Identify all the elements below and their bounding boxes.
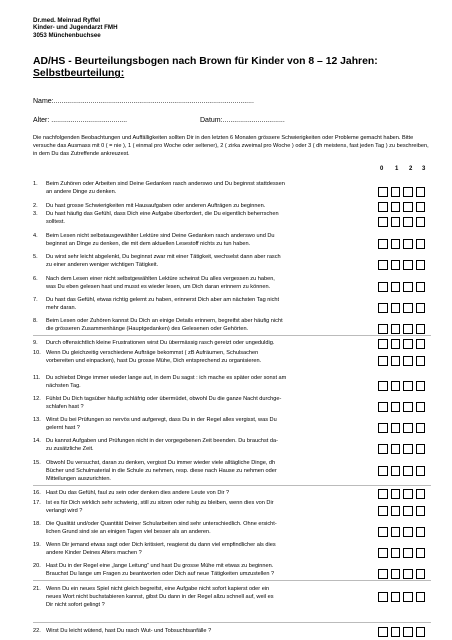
- scale-2: 2: [409, 166, 413, 172]
- question-text: [33, 417, 363, 425]
- question-line: Du hast grosse Schwierigkeiten mit Hausaufgaben oder anderen Aufträgen zu beginnen.: [46, 203, 266, 209]
- section-divider: [33, 580, 431, 581]
- question-line: verlangt wird ?: [46, 507, 83, 514]
- answer-checkbox-1[interactable]: [391, 282, 401, 292]
- answer-checkbox-3[interactable]: [416, 217, 426, 227]
- section-divider: [33, 485, 431, 486]
- answer-checkbox-0[interactable]: [378, 356, 388, 366]
- question-line: Wenn Du gleichzeitig verschiedene Aufträge bekommst ( zB Aufräumen, Schulsachen: [46, 350, 259, 356]
- question-line: Dir nicht sofort gelingt ?: [46, 601, 105, 608]
- answer-checkbox-group: [378, 423, 425, 433]
- page-title: [33, 56, 433, 81]
- answer-checkbox-0[interactable]: [378, 239, 388, 249]
- answer-checkbox-2[interactable]: [403, 381, 413, 391]
- answer-checkbox-1[interactable]: [391, 527, 401, 537]
- answer-checkbox-0[interactable]: [378, 592, 388, 602]
- question-item: [33, 542, 363, 558]
- answer-checkbox-1[interactable]: [391, 627, 401, 637]
- question-line: Obwohl Du versuchst, daran zu denken, vergisst Du immer wieder viele alltägliche Dinge, dh: [46, 460, 276, 466]
- answer-checkbox-1[interactable]: [391, 466, 401, 476]
- question-number: 20.: [33, 563, 41, 569]
- answer-checkbox-0[interactable]: [378, 506, 388, 516]
- answer-checkbox-3[interactable]: [416, 402, 426, 412]
- answer-checkbox-group: [378, 548, 425, 558]
- question-item: [33, 375, 363, 391]
- answer-checkbox-0[interactable]: [378, 339, 388, 349]
- answer-checkbox-1[interactable]: [391, 381, 401, 391]
- section-divider: [33, 335, 431, 336]
- question-item: [33, 340, 363, 348]
- answer-checkbox-3[interactable]: [416, 324, 426, 334]
- answer-checkbox-group: [378, 506, 425, 516]
- question-text: [33, 563, 363, 571]
- answer-checkbox-3[interactable]: [416, 381, 426, 391]
- question-text: [33, 254, 363, 262]
- answer-checkbox-2[interactable]: [403, 506, 413, 516]
- answer-checkbox-0[interactable]: [378, 282, 388, 292]
- question-item: [33, 254, 363, 270]
- question-line: Wirst Du bei Prüfungen so nervös und aufgeregt, dass Du in der Regel alles vergisst, was Du: [46, 417, 277, 423]
- title-line-1: AD/HS - Beurteilungsbogen nach Brown für Kinder von 8 – 12 Jahren:: [33, 56, 378, 67]
- answer-checkbox-2[interactable]: [403, 239, 413, 249]
- question-line: Du wirst sehr leicht abgelenkt, Du beginnst zwar mit einer Tätigkeit, wechselst dann aber rasch: [46, 254, 281, 260]
- question-line: Wenn Dir jemand etwas sagt oder Dich kritisiert, reagierst du dann viel empfindlicher als dies: [46, 542, 276, 548]
- question-line: Wirst Du leicht wütend, hast Du rasch Wut- und Tobsuchtsanfälle ?: [46, 628, 212, 634]
- question-item: [33, 350, 363, 366]
- answer-checkbox-group: [378, 303, 425, 313]
- question-text: [33, 521, 363, 529]
- question-item: [33, 318, 363, 334]
- question-line: beginnst an Dinge zu denken, die mit dem aktuellen Lesestoff nichts zu tun haben.: [46, 240, 251, 247]
- answer-checkbox-1[interactable]: [391, 239, 401, 249]
- answer-checkbox-1[interactable]: [391, 402, 401, 412]
- question-text: [33, 628, 363, 636]
- answer-checkbox-2[interactable]: [403, 527, 413, 537]
- answer-checkbox-0[interactable]: [378, 381, 388, 391]
- answer-checkbox-3[interactable]: [416, 444, 426, 454]
- answer-checkbox-2[interactable]: [403, 260, 413, 270]
- question-line: Nach dem Lesen einer nicht selbstgewählten Lektüre scheinst Du alles vergessen zu haben,: [46, 276, 275, 282]
- question-number: 10.: [33, 350, 41, 356]
- answer-checkbox-3[interactable]: [416, 569, 426, 579]
- answer-checkbox-3[interactable]: [416, 187, 426, 197]
- answer-checkbox-0[interactable]: [378, 444, 388, 454]
- age-field[interactable]: Alter: .......................................: [33, 117, 128, 124]
- answer-checkbox-1[interactable]: [391, 444, 401, 454]
- question-text: [33, 297, 363, 305]
- question-line: Du kannst Aufgaben und Prüfungen nicht in der vorgegebenen Zeit beenden. Du brauchst da-: [46, 438, 278, 444]
- question-item: [33, 490, 363, 498]
- scale-3: 3: [422, 166, 426, 172]
- answer-checkbox-2[interactable]: [403, 187, 413, 197]
- instructions-text: Die nachfolgenden Beobachtungen und Auffälligkeiten sollten Dir in den letzten 6 Monaten grössere Schwierigkeiten oder Probleme gemacht haben. Bitte versuche das Ausmass mit 0 ( = nie ), 1 ( einmal pro Woche oder seltener), 2 ( zirka zweimal pro Woche ) oder 3 ( dh meistens, fast jeden Tag ) zu beschreiben, in dem Du das Zutreffende ankreuzest.: [33, 135, 429, 157]
- answer-checkbox-1[interactable]: [391, 339, 401, 349]
- answer-checkbox-3[interactable]: [416, 303, 426, 313]
- question-line: gelernt hast ?: [46, 424, 80, 431]
- question-number: 22.: [33, 628, 41, 634]
- question-number: 18.: [33, 521, 41, 527]
- answer-checkbox-2[interactable]: [403, 489, 413, 499]
- question-number: 4.: [33, 233, 38, 239]
- question-line: Beim Zuhören oder Arbeiten sind Deine Gedanken rasch anderswo und Du beginnst stattdessen: [46, 181, 285, 187]
- answer-checkbox-3[interactable]: [416, 260, 426, 270]
- answer-checkbox-0[interactable]: [378, 402, 388, 412]
- question-line: Hast Du in der Regel eine „lange Leitung“ und hast Du grosse Mühe mit etwas zu beginnen.: [46, 563, 274, 569]
- answer-checkbox-3[interactable]: [416, 282, 426, 292]
- question-text: [33, 438, 363, 446]
- question-number: 8.: [33, 318, 38, 324]
- answer-checkbox-1[interactable]: [391, 548, 401, 558]
- question-line: an andere Dinge zu denken.: [46, 188, 117, 195]
- answer-checkbox-2[interactable]: [403, 356, 413, 366]
- question-line: Bücher und Schulmaterial in die Schule zu nehmen, resp. diese nach Hause zu nehmen oder: [46, 467, 277, 474]
- question-item: [33, 500, 363, 516]
- answer-checkbox-1[interactable]: [391, 569, 401, 579]
- doctor-name: Dr.med. Meinrad Ryffel: [33, 17, 101, 24]
- answer-checkbox-3[interactable]: [416, 489, 426, 499]
- question-number: 9.: [33, 340, 38, 346]
- answer-checkbox-0[interactable]: [378, 489, 388, 499]
- answer-checkbox-1[interactable]: [391, 217, 401, 227]
- question-item: [33, 563, 363, 579]
- answer-checkbox-group: [378, 339, 425, 349]
- question-number: 2.: [33, 203, 38, 209]
- question-number: 11.: [33, 375, 41, 381]
- doctor-address: 3053 Münchenbuchsee: [33, 31, 101, 39]
- answer-checkbox-group: [378, 217, 425, 227]
- answer-checkbox-2[interactable]: [403, 627, 413, 637]
- question-item: [33, 233, 363, 249]
- question-line: schlafen hast ?: [46, 403, 84, 410]
- question-number: 6.: [33, 276, 38, 282]
- question-line: was Du eben gelesen hast und musst es wieder lesen, um Dich daran erinnern zu können.: [46, 283, 271, 290]
- answer-checkbox-3[interactable]: [416, 548, 426, 558]
- question-number: 15.: [33, 460, 41, 466]
- answer-checkbox-0[interactable]: [378, 217, 388, 227]
- question-text: [33, 542, 363, 550]
- answer-checkbox-group: [378, 381, 425, 391]
- question-line: Beim Lesen oder Zuhören kannst Du Dich an einige Details erinnern, begreifst aber häufig nicht: [46, 318, 283, 324]
- question-line: Du schiebst Dinge immer wieder lange auf, in dem Du sagst : ich mache es später oder sonst am: [46, 375, 287, 381]
- question-item: [33, 586, 363, 609]
- question-item: [33, 297, 363, 313]
- answer-checkbox-group: [378, 569, 425, 579]
- answer-checkbox-2[interactable]: [403, 466, 413, 476]
- answer-checkbox-2[interactable]: [403, 217, 413, 227]
- question-text: [33, 396, 363, 404]
- answer-checkbox-0[interactable]: [378, 260, 388, 270]
- answer-checkbox-group: [378, 282, 425, 292]
- question-line: neues Wort nicht buchstabieren kannst, gibst Du dann in der Regel allzu schnell auf, weil es: [46, 593, 274, 600]
- question-text: [33, 586, 363, 594]
- question-text: [33, 233, 363, 241]
- question-text: [33, 340, 363, 348]
- question-number: 14.: [33, 438, 41, 444]
- scale-1: 1: [395, 166, 399, 172]
- question-item: [33, 181, 363, 197]
- question-item: [33, 438, 363, 454]
- answer-checkbox-1[interactable]: [391, 356, 401, 366]
- answer-checkbox-1[interactable]: [391, 592, 401, 602]
- doctor-title: Kinder- und Jugendarzt FMH: [33, 24, 118, 32]
- answer-checkbox-3[interactable]: [416, 239, 426, 249]
- question-number: 5.: [33, 254, 38, 260]
- question-line: Fühlst Du Dich tagsüber häufig schläfrig oder übermüdet, obwohl Du die ganze Nacht durchge-: [46, 396, 282, 402]
- question-line: Du hast häufig das Gefühl, dass Dich eine Aufgabe überfordert, die Du eigentlich beherrschen: [46, 211, 279, 217]
- question-number: 3.: [33, 211, 38, 217]
- question-line: Hast Du das Gefühl, faul zu sein oder denken dies andere Leute von Dir ?: [46, 490, 230, 496]
- answer-checkbox-3[interactable]: [416, 506, 426, 516]
- question-number: 19.: [33, 542, 41, 548]
- question-text: [33, 181, 363, 189]
- answer-checkbox-group: [378, 187, 425, 197]
- answer-checkbox-0[interactable]: [378, 187, 388, 197]
- answer-checkbox-1[interactable]: [391, 260, 401, 270]
- answer-checkbox-0[interactable]: [378, 202, 388, 212]
- question-item: [33, 460, 363, 483]
- answer-checkbox-2[interactable]: [403, 303, 413, 313]
- answer-checkbox-0[interactable]: [378, 569, 388, 579]
- question-line: die grösseren Zusammenhänge (Hauptgedanken) des Gelesenen oder Gehörten.: [46, 325, 249, 332]
- question-text: [33, 500, 363, 508]
- answer-checkbox-1[interactable]: [391, 187, 401, 197]
- doctor-letterhead: [33, 17, 118, 39]
- question-number: 1.: [33, 181, 38, 187]
- answer-checkbox-2[interactable]: [403, 444, 413, 454]
- answer-checkbox-3[interactable]: [416, 423, 426, 433]
- answer-checkbox-2[interactable]: [403, 202, 413, 212]
- question-item: [33, 396, 363, 412]
- question-line: Brauchst Du lange um Fragen zu beantworten oder Dich auf neue Tätigkeiten umzustellen ?: [46, 570, 275, 577]
- question-item: [33, 417, 363, 433]
- answer-checkbox-group: [378, 444, 425, 454]
- question-text: [33, 375, 363, 383]
- question-text: [33, 490, 363, 498]
- answer-checkbox-1[interactable]: [391, 489, 401, 499]
- question-text: [33, 203, 363, 211]
- question-text: [33, 276, 363, 284]
- question-line: nächsten Tag.: [46, 382, 81, 389]
- question-line: Du hast das Gefühl, etwas richtig gelernt zu haben, erinnerst Dich aber am nächsten Tag nicht: [46, 297, 280, 303]
- answer-checkbox-0[interactable]: [378, 527, 388, 537]
- question-number: 13.: [33, 417, 41, 423]
- answer-checkbox-group: [378, 260, 425, 270]
- question-item: [33, 276, 363, 292]
- answer-checkbox-0[interactable]: [378, 324, 388, 334]
- question-line: Wenn Du ein neues Spiel nicht gleich begreifst, eine Aufgabe nicht sofort kapierst oder ein: [46, 586, 270, 592]
- question-item: [33, 521, 363, 537]
- answer-checkbox-3[interactable]: [416, 527, 426, 537]
- answer-checkbox-3[interactable]: [416, 466, 426, 476]
- question-number: 21.: [33, 586, 41, 592]
- question-text: [33, 350, 363, 358]
- answer-checkbox-group: [378, 239, 425, 249]
- answer-checkbox-2[interactable]: [403, 324, 413, 334]
- question-text: [33, 460, 363, 468]
- answer-checkbox-3[interactable]: [416, 202, 426, 212]
- scale-0: 0: [380, 166, 384, 172]
- answer-checkbox-2[interactable]: [403, 402, 413, 412]
- answer-checkbox-group: [378, 356, 425, 366]
- answer-checkbox-0[interactable]: [378, 303, 388, 313]
- question-line: Beim Lesen nicht selbstausgewählter Lektüre sind Deine Gedanken rasch anderswo und Du: [46, 233, 275, 239]
- answer-checkbox-3[interactable]: [416, 339, 426, 349]
- answer-checkbox-0[interactable]: [378, 423, 388, 433]
- answer-checkbox-3[interactable]: [416, 627, 426, 637]
- section-divider: [33, 622, 431, 623]
- answer-checkbox-2[interactable]: [403, 569, 413, 579]
- answer-checkbox-1[interactable]: [391, 202, 401, 212]
- answer-checkbox-3[interactable]: [416, 356, 426, 366]
- answer-checkbox-group: [378, 592, 425, 602]
- question-line: Durch offensichtlich kleine Frustrationen wirst Du übermässig rasch gereizt oder ungeduldig.: [46, 340, 275, 346]
- question-line: zu zusätzliche Zeit.: [46, 445, 94, 452]
- question-number: 16.: [33, 490, 41, 496]
- question-item: [33, 203, 363, 211]
- question-item: [33, 211, 363, 227]
- title-line-2: Selbstbeurteilung:: [33, 68, 125, 80]
- question-number: 17.: [33, 500, 41, 506]
- answer-checkbox-0[interactable]: [378, 466, 388, 476]
- answer-checkbox-group: [378, 627, 425, 637]
- answer-checkbox-group: [378, 527, 425, 537]
- answer-checkbox-2[interactable]: [403, 339, 413, 349]
- answer-checkbox-group: [378, 202, 425, 212]
- question-line: vorbereiten und einpacken), hast Du grosse Mühe, Dich entsprechend zu organisieren.: [46, 357, 262, 364]
- question-line: solltest.: [46, 218, 65, 225]
- answer-checkbox-group: [378, 466, 425, 476]
- question-item: [33, 628, 363, 636]
- answer-checkbox-1[interactable]: [391, 506, 401, 516]
- date-field[interactable]: Datum:................................: [200, 117, 285, 124]
- question-text: [33, 211, 363, 219]
- question-number: 12.: [33, 396, 41, 402]
- answer-checkbox-1[interactable]: [391, 423, 401, 433]
- answer-checkbox-1[interactable]: [391, 303, 401, 313]
- question-line: Die Qualität und/oder Quantität Deiner Schularbeiten sind sehr unterschiedlich. Ohne ersicht-: [46, 521, 277, 527]
- answer-checkbox-1[interactable]: [391, 324, 401, 334]
- question-line: zu einer anderen weniger wichtigen Tätigkeit.: [46, 261, 159, 268]
- question-text: [33, 318, 363, 326]
- answer-checkbox-0[interactable]: [378, 548, 388, 558]
- answer-checkbox-group: [378, 324, 425, 334]
- name-field[interactable]: Name:.......................................................................................................: [33, 98, 254, 105]
- answer-checkbox-group: [378, 489, 425, 499]
- answer-checkbox-2[interactable]: [403, 592, 413, 602]
- answer-checkbox-2[interactable]: [403, 282, 413, 292]
- answer-checkbox-group: [378, 402, 425, 412]
- answer-checkbox-0[interactable]: [378, 627, 388, 637]
- question-line: Mitteilungen auszurichten.: [46, 475, 111, 482]
- answer-checkbox-2[interactable]: [403, 548, 413, 558]
- answer-checkbox-3[interactable]: [416, 592, 426, 602]
- question-number: 7.: [33, 297, 38, 303]
- answer-checkbox-2[interactable]: [403, 423, 413, 433]
- question-line: mehr daran.: [46, 304, 77, 311]
- question-line: andere Kinder Deines Alters machen ?: [46, 549, 142, 556]
- question-line: lichen Grund sind sie an einigen Tagen viel besser als an anderen.: [46, 528, 211, 535]
- question-line: Ist es für Dich wirklich sehr schwierig, still zu sitzen oder ruhig zu bleiben, wenn dies von Dir: [46, 500, 274, 506]
